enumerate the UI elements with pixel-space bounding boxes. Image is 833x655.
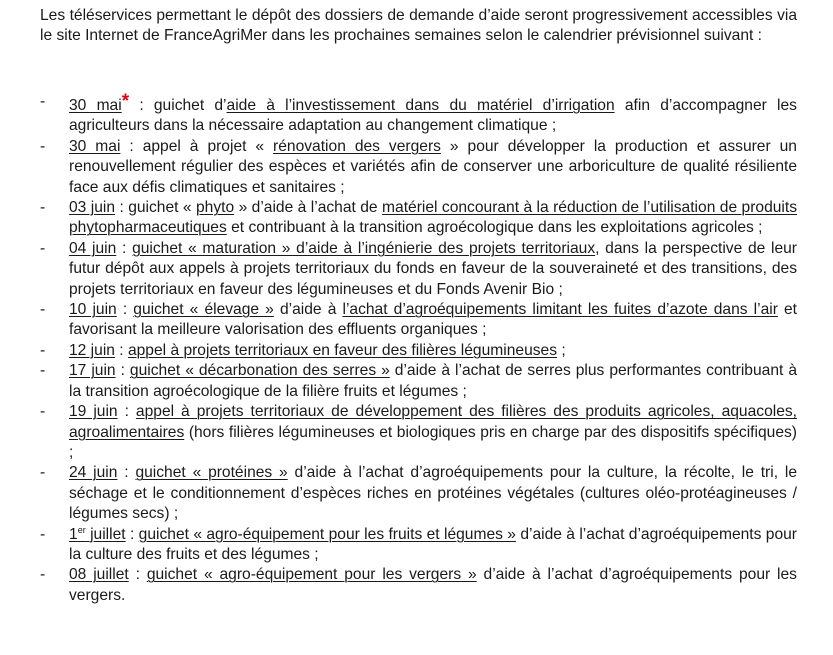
item-date: 30 mai: [69, 97, 122, 114]
item-text: » pour développer la production et assurer un renouvellement régulier des espèces et variétés afin de conserver une arboriculture de qualité résiliente face aux défis climatiques et sanitaires ;: [69, 137, 797, 196]
item-text: (hors filières légumineuses et biologiques pris en charge par des dispositifs spécifiques) ;: [69, 423, 797, 461]
date-month: juillet: [85, 525, 126, 543]
item-text: :: [115, 362, 130, 380]
bullet-dash: -: [40, 301, 46, 319]
item-text: d’aide à l’achat d’agroéquipements pour la culture des fruits et des légumes ;: [69, 525, 797, 563]
item-link[interactable]: guichet « décarbonation des serres »: [129, 362, 390, 380]
item-text: :: [116, 301, 134, 319]
list-item: [0, 565, 797, 606]
item-text: d’aide à l’achat d’agroéquipements pour la culture, la récolte, le tri, le séchage et le conditionnement d’espèces riches en protéines végétales (cultures oléo-protéagineuses / légumes secs) ;: [69, 464, 798, 523]
bullet-dash: -: [40, 525, 46, 543]
item-text: d’aide à l’achat de serres plus performantes contribuant à la transition agroécologique de la filière fruits et légumes ;: [69, 362, 797, 400]
item-link[interactable]: guichet « protéines »: [135, 464, 288, 482]
item-date: 10 juin: [69, 301, 117, 319]
calendar-list: [0, 92, 833, 606]
intro-paragraph: Les téléservices permettant le dépôt des dossiers de demande d’aide seront progressivement accessibles via le site Internet de FranceAgriMer dans les prochaines semaines selon le calendrier prévisionnel suivant :: [40, 7, 797, 45]
ordinal-suffix: er: [77, 524, 86, 535]
list-item: [0, 402, 797, 463]
item-text: » d’aide à l’achat de: [234, 199, 383, 217]
item-link[interactable]: guichet « agro-équipement pour les fruits et légumes »: [138, 525, 516, 543]
list-item: [0, 198, 797, 239]
item-text: d’aide à: [273, 301, 343, 319]
list-item: [0, 361, 797, 402]
item-text: et contribuant à la transition agroécologique dans les exploitations agricoles ;: [226, 219, 763, 237]
item-link[interactable]: rénovation des vergers: [273, 137, 441, 155]
item-link[interactable]: guichet « élevage »: [133, 301, 274, 319]
item-date: 30 mai: [69, 137, 121, 155]
list-item: [0, 300, 797, 341]
item-date: 19 juin: [69, 403, 118, 421]
bullet-dash: -: [40, 341, 46, 359]
item-date: 04 juin: [69, 239, 117, 257]
item-text: : appel à projet «: [120, 137, 274, 155]
item-link[interactable]: l’achat d’agroéquipements limitant les fuites d’azote dans l’air: [342, 301, 778, 319]
item-date: 24 juin: [69, 464, 118, 482]
item-text: :: [117, 464, 136, 482]
list-item: [0, 239, 797, 300]
item-link[interactable]: aide à l’investissement dans du matériel d’irrigation: [226, 97, 615, 114]
item-text: : guichet «: [115, 199, 196, 217]
bullet-dash: -: [40, 199, 46, 217]
item-link[interactable]: appel à projets territoriaux de développement des filières des produits agricoles, aquacoles, agroalimentaires: [69, 403, 798, 441]
date-day: 1: [69, 525, 78, 543]
bullet-dash: -: [40, 464, 46, 482]
item-text: :: [117, 403, 136, 421]
item-link[interactable]: appel à projets territoriaux en faveur des filières légumineuses: [127, 341, 558, 359]
item-text: d’aide à l’achat d’agroéquipements pour les vergers.: [69, 566, 797, 604]
item-date: 12 juin: [69, 341, 115, 359]
item-date: [69, 526, 126, 543]
item-link[interactable]: guichet « maturation » d’aide à l’ingénierie des projets territoriaux: [132, 239, 596, 257]
list-item: [0, 463, 797, 524]
bullet-dash: -: [40, 239, 46, 257]
list-item: [0, 341, 797, 361]
item-date: 03 juin: [69, 199, 116, 217]
bullet-dash: -: [40, 566, 46, 584]
bullet-dash: -: [40, 137, 46, 155]
asterisk-mark: *: [121, 91, 130, 112]
item-date: 17 juin: [69, 362, 116, 380]
list-item: [0, 525, 797, 566]
item-text: et favorisant la meilleure valorisation des effluents organiques ;: [69, 301, 798, 339]
item-text: :: [128, 566, 147, 584]
item-text: , dans la perspective de leur futur dépôt aux appels à projets territoriaux du fonds en faveur de la souveraineté et des transitions, des projets territoriaux en faveur des légumineuses et du Fonds Avenir Bio ;: [69, 239, 797, 298]
item-text: :: [114, 341, 128, 359]
bullet-dash: -: [40, 403, 46, 421]
item-text: :: [116, 239, 133, 257]
item-link[interactable]: matériel concourant à la réduction de l’utilisation de produits phytopharmaceutiques: [69, 199, 798, 237]
list-item: [0, 92, 797, 137]
item-text: : guichet d’: [129, 97, 227, 114]
bullet-dash: -: [40, 93, 46, 110]
item-text: ;: [557, 341, 566, 359]
item-link[interactable]: phyto: [196, 199, 235, 217]
item-date: 08 juillet: [69, 566, 129, 584]
item-text: afin d’accompagner les agriculteurs dans la nécessaire adaptation au changement climatique ;: [69, 97, 797, 135]
item-link[interactable]: guichet « agro-équipement pour les vergers »: [146, 566, 477, 584]
list-item: [0, 137, 797, 198]
item-text: :: [125, 525, 139, 543]
bullet-dash: -: [40, 362, 46, 380]
